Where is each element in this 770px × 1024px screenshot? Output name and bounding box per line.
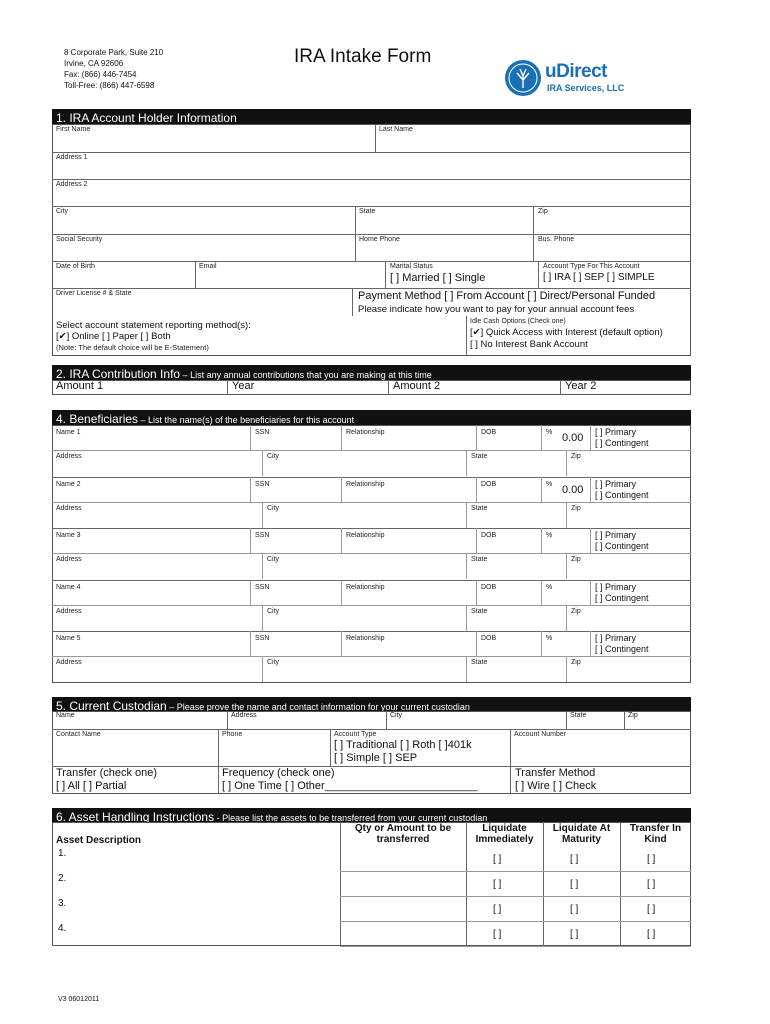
- section1-header: [52, 109, 691, 124]
- custodian-city-field[interactable]: City: [390, 712, 403, 719]
- last-name-field[interactable]: Last Name: [379, 126, 413, 133]
- beneficiary-relationship-field[interactable]: Relationship: [346, 635, 385, 642]
- contribution-year2-field[interactable]: Year 2: [565, 380, 597, 392]
- asset-checkbox[interactable]: [ ]: [570, 904, 579, 915]
- beneficiary-pct-value[interactable]: 0.00: [562, 432, 584, 444]
- statement-method-label: Select account statement reporting method(s):: [56, 320, 251, 331]
- beneficiary-dob-field[interactable]: DOB: [481, 583, 497, 591]
- beneficiary-primary-checkbox[interactable]: [ ] Primary: [595, 633, 637, 643]
- beneficiary-pct-label: %: [546, 480, 553, 488]
- beneficiary-state-field[interactable]: State: [471, 659, 488, 666]
- asset-checkbox[interactable]: [ ]: [570, 879, 579, 890]
- custodian-zip-field[interactable]: Zip: [628, 712, 638, 719]
- asset-checkbox[interactable]: [ ]: [647, 929, 656, 940]
- asset-checkbox[interactable]: [ ]: [570, 854, 579, 865]
- beneficiary-name-field[interactable]: Name 1: [56, 429, 81, 436]
- contribution-amount2-field[interactable]: Amount 2: [393, 380, 441, 392]
- beneficiary-name-field[interactable]: Name 3: [56, 532, 81, 539]
- section5-header: [52, 697, 691, 712]
- statement-note: (Note: The default choice will be E-Statement): [56, 343, 209, 352]
- section4-subtitle: – List the name(s) of the beneficiaries for this account: [138, 415, 355, 425]
- asset-description-header: Asset Description: [56, 835, 142, 846]
- beneficiary-address-field[interactable]: Address: [56, 607, 82, 615]
- custodian-account-number-field[interactable]: Account Number: [514, 731, 567, 738]
- asset-checkbox[interactable]: [ ]: [647, 904, 656, 915]
- section6-header: [52, 808, 691, 823]
- asset-checkbox[interactable]: [ ]: [493, 929, 502, 940]
- section2-title: 2. IRA Contribution Info: [56, 367, 181, 381]
- custodian-account-type-options1[interactable]: [ ] Traditional [ ] Roth [ ]401k: [334, 739, 472, 751]
- asset-checkbox[interactable]: [ ]: [570, 929, 579, 940]
- transfer-in-kind-header: Transfer In Kind: [629, 823, 682, 845]
- beneficiary-primary-checkbox[interactable]: [ ] Primary: [595, 427, 637, 437]
- tree-circle-logo-icon: [503, 58, 543, 98]
- state-field[interactable]: State: [359, 208, 376, 215]
- beneficiary-contingent-checkbox[interactable]: [ ] Contingent: [595, 489, 649, 500]
- beneficiary-address-field[interactable]: Address: [56, 453, 82, 460]
- custodian-account-type-options2[interactable]: [ ] Simple [ ] SEP: [334, 752, 418, 764]
- beneficiary-city-field[interactable]: City: [267, 453, 280, 460]
- beneficiary-relationship-field[interactable]: Relationship: [346, 532, 385, 539]
- transfer-method-options[interactable]: [ ] Wire [ ] Check: [515, 780, 597, 792]
- beneficiary-relationship-field[interactable]: Relationship: [346, 480, 385, 488]
- beneficiary-city-field[interactable]: City: [267, 556, 280, 563]
- beneficiary-state-field[interactable]: State: [471, 607, 488, 615]
- liquidate-maturity-header: Liquidate At Maturity: [552, 823, 611, 845]
- beneficiary-contingent-checkbox[interactable]: [ ] Contingent: [595, 644, 649, 654]
- custodian-state-field[interactable]: State: [570, 712, 587, 719]
- zip-field[interactable]: Zip: [538, 208, 548, 215]
- version-footer: V3 06012011: [58, 996, 100, 1003]
- beneficiary-primary-checkbox[interactable]: [ ] Primary: [595, 478, 637, 489]
- marital-status-label: Marital Status: [390, 263, 433, 270]
- marital-status-options[interactable]: [ ] Married [ ] Single: [390, 272, 486, 284]
- section6-title: 6. Asset Handling Instructions: [56, 810, 215, 824]
- transfer-type-label: Transfer (check one): [56, 767, 158, 779]
- custodian-address: 8 Corporate Park, Suite 210 Irvine, CA 92606 Fax: (866) 446-7454 Toll-Free: (866) 447-6598: [64, 48, 164, 90]
- section1-title: 1. IRA Account Holder Information: [56, 111, 237, 125]
- address2-field[interactable]: Address 2: [56, 181, 88, 188]
- beneficiary-zip-field[interactable]: Zip: [571, 504, 581, 512]
- beneficiary-primary-checkbox[interactable]: [ ] Primary: [595, 581, 637, 592]
- asset-row-number: 4.: [58, 923, 67, 934]
- section5-subtitle: – Please prove the name and contact information for your current custodian: [166, 702, 470, 712]
- beneficiary-contingent-checkbox[interactable]: [ ] Contingent: [595, 438, 649, 448]
- beneficiary-zip-field[interactable]: Zip: [571, 453, 581, 460]
- custodian-account-type-label: Account Type: [334, 731, 377, 738]
- beneficiary-city-field[interactable]: City: [267, 504, 280, 512]
- asset-checkbox[interactable]: [ ]: [647, 854, 656, 865]
- beneficiary-address-field[interactable]: Address: [56, 504, 82, 512]
- contribution-amount1-field[interactable]: Amount 1: [56, 380, 104, 392]
- beneficiary-name-field[interactable]: Name 5: [56, 635, 81, 642]
- idle-cash-label: Idle Cash Options (Check one): [470, 318, 566, 325]
- driver-license-field[interactable]: Driver License # & State: [56, 290, 132, 297]
- idle-cash-option-no-interest[interactable]: [ ] No Interest Bank Account: [470, 339, 588, 350]
- contribution-year-field[interactable]: Year: [232, 380, 255, 392]
- section6-subtitle: - Please list the assets to be transferred from your current custodian: [214, 813, 488, 823]
- asset-row-number: 3.: [58, 898, 67, 909]
- beneficiary-pct-label: %: [546, 532, 553, 539]
- statement-method-options[interactable]: [✔] Online [ ] Paper [ ] Both: [56, 331, 171, 342]
- beneficiary-dob-field[interactable]: DOB: [481, 429, 497, 436]
- section4-header: [52, 410, 691, 425]
- beneficiary-ssn-field[interactable]: SSN: [255, 583, 270, 591]
- logo-name: uDirect: [545, 61, 607, 82]
- beneficiary-zip-field[interactable]: Zip: [571, 659, 581, 666]
- custodian-phone-field[interactable]: Phone: [222, 731, 243, 738]
- account-type-options[interactable]: [ ] IRA [ ] SEP [ ] SIMPLE: [543, 272, 655, 283]
- section4-title: 4. Beneficiaries: [56, 412, 139, 426]
- city-field[interactable]: City: [56, 208, 69, 215]
- address1-field[interactable]: Address 1: [56, 154, 88, 161]
- section2-header: [52, 365, 691, 380]
- qty-header: Qty or Amount to be transferred: [354, 823, 452, 845]
- contact-name-field[interactable]: Contact Name: [56, 731, 101, 738]
- beneficiary-relationship-field[interactable]: Relationship: [346, 583, 385, 591]
- beneficiary-dob-field[interactable]: DOB: [481, 532, 497, 539]
- beneficiary-dob-field[interactable]: DOB: [481, 635, 497, 642]
- beneficiary-ssn-field[interactable]: SSN: [255, 429, 270, 436]
- beneficiary-pct-label: %: [546, 635, 553, 642]
- first-name-field[interactable]: First Name: [56, 126, 91, 133]
- asset-checkbox[interactable]: [ ]: [493, 879, 502, 890]
- beneficiary-name-field[interactable]: Name 4: [56, 583, 81, 591]
- beneficiary-contingent-checkbox[interactable]: [ ] Contingent: [595, 541, 649, 551]
- asset-row-number: 1.: [58, 848, 67, 859]
- asset-checkbox[interactable]: [ ]: [647, 879, 656, 890]
- asset-row-number: 2.: [58, 873, 67, 884]
- section5-title: 5. Current Custodian: [56, 699, 167, 713]
- beneficiary-city-field[interactable]: City: [267, 659, 280, 666]
- liquidate-immediately-header: Liquidate Immediately: [475, 823, 534, 845]
- beneficiary-primary-checkbox[interactable]: [ ] Primary: [595, 530, 637, 540]
- home-phone-field[interactable]: Home Phone: [359, 236, 400, 243]
- frequency-options[interactable]: [ ] One Time [ ] Other_________________________: [222, 780, 478, 792]
- beneficiary-relationship-field[interactable]: Relationship: [346, 429, 385, 436]
- beneficiary-contingent-checkbox[interactable]: [ ] Contingent: [595, 592, 649, 603]
- beneficiary-address-field[interactable]: Address: [56, 659, 82, 666]
- idle-cash-option-quick-access[interactable]: [✔] Quick Access with Interest (default option): [470, 327, 663, 338]
- custodian-address-field[interactable]: Address: [231, 712, 257, 719]
- beneficiary-address-field[interactable]: Address: [56, 556, 82, 563]
- beneficiary-zip-field[interactable]: Zip: [571, 556, 581, 563]
- beneficiary-pct-label: %: [546, 583, 553, 591]
- asset-checkbox[interactable]: [ ]: [493, 854, 502, 865]
- transfer-method-label: Transfer Method: [515, 767, 596, 779]
- beneficiary-name-field[interactable]: Name 2: [56, 480, 81, 488]
- beneficiary-zip-field[interactable]: Zip: [571, 607, 581, 615]
- payment-method-options[interactable]: Payment Method [ ] From Account [ ] Direct/Personal Funded: [358, 290, 656, 302]
- custodian-name-field[interactable]: Name: [56, 712, 75, 719]
- dob-field[interactable]: Date of Birth: [56, 263, 95, 270]
- ssn-field[interactable]: Social Security: [56, 236, 103, 243]
- asset-checkbox[interactable]: [ ]: [493, 904, 502, 915]
- beneficiary-city-field[interactable]: City: [267, 607, 280, 615]
- beneficiary-pct-value[interactable]: 0.00: [562, 483, 584, 496]
- transfer-type-options[interactable]: [ ] All [ ] Partial: [56, 780, 127, 792]
- fees-note: Please indicate how you want to pay for your annual account fees: [358, 304, 635, 315]
- beneficiary-ssn-field[interactable]: SSN: [255, 480, 270, 488]
- beneficiary-state-field[interactable]: State: [471, 556, 488, 563]
- form-title: IRA Intake Form: [294, 46, 432, 67]
- beneficiary-ssn-field[interactable]: SSN: [255, 635, 270, 642]
- email-field[interactable]: Email: [199, 263, 217, 270]
- logo-subtitle: IRA Services, LLC: [547, 83, 625, 93]
- beneficiary-ssn-field[interactable]: SSN: [255, 532, 270, 539]
- beneficiary-pct-label: %: [546, 429, 553, 436]
- beneficiary-dob-field[interactable]: DOB: [481, 480, 497, 488]
- bus-phone-field[interactable]: Bus. Phone: [538, 236, 575, 243]
- section2-subtitle: – List any annual contributions that you are making at this time: [180, 370, 432, 380]
- frequency-label: Frequency (check one): [222, 767, 335, 779]
- account-type-label: Account Type For This Account: [543, 263, 640, 270]
- beneficiary-state-field[interactable]: State: [471, 504, 488, 512]
- beneficiary-state-field[interactable]: State: [471, 453, 488, 460]
